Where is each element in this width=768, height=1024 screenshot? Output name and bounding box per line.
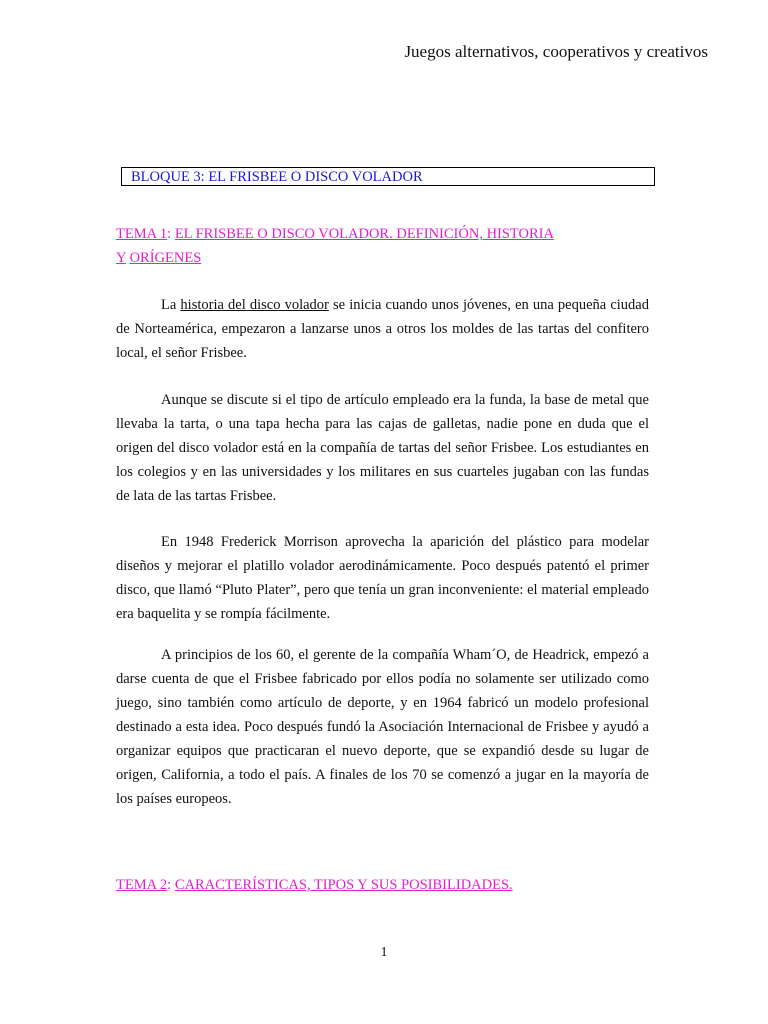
bloque-title: BLOQUE 3: EL FRISBEE O DISCO VOLADOR — [131, 169, 423, 185]
paragraph-4: A principios de los 60, el gerente de la compañía Wham´O, de Headrick, empezó a darse cuenta de que el Frisbee fabricado por ellos podía no solamente ser utilizado como juego, sino también como artículo de deporte, y en 1964 fabricó un modelo profesional destinado a esta idea. Poco después fundó la Asociación Internacional de Frisbee y ayudó a organizar equipos que practicaran el nuevo deporte, que se expandió desde su lugar de origen, California, a todo el país. A finales de los 70 se comenzó a jugar en la mayoría de los países europeos. — [116, 647, 649, 807]
tema-2-heading — [116, 873, 656, 897]
paragraph-1-underlined-phrase: historia del disco volador — [180, 297, 329, 313]
paragraph-1 — [116, 293, 649, 365]
tema-2-label: TEMA 2 — [116, 877, 168, 893]
running-header: Juegos alternativos, cooperativos y creativos — [404, 42, 708, 61]
tema-1-title-line2-b: ORÍGENES — [129, 250, 202, 266]
bloque-title-box — [121, 167, 655, 186]
paragraph-1-start: La — [161, 297, 181, 313]
page-number: 1 — [380, 945, 388, 960]
tema-2-separator: : — [167, 877, 175, 893]
tema-1-title-line2-a: Y — [116, 250, 126, 266]
paragraph-2: Aunque se discute si el tipo de artículo empleado era la funda, la base de metal que llevaba la tarta, o una tapa hecha para las cajas de galletas, nadie pone en duda que el origen del disco volador está en la compañía de tartas del señor Frisbee. Los estudiantes en los colegios y en las universidades y los militares en sus cuarteles jugaban con las fundas de lata de las tartas Frisbee. — [116, 392, 649, 504]
tema-1-separator: : — [167, 226, 175, 242]
tema-2-title: CARACTERÍSTICAS, TIPOS Y SUS POSIBILIDADES. — [174, 877, 513, 893]
tema-1-label: TEMA 1 — [116, 226, 168, 242]
paragraph-1-rest: se inicia cuando unos jóvenes, en una pequeña ciudad de Norteamérica, empezaron a lanzarse unos a otros los moldes de las tartas del confitero local, el señor Frisbee. — [116, 297, 649, 361]
paragraph-3: En 1948 Frederick Morrison aprovecha la aparición del plástico para modelar diseños y mejorar el platillo volador aerodinámicamente. Poco después patentó el primer disco, que llamó “Pluto Plater”, pero que tenía un gran inconveniente: el material empleado era baquelita y se rompía fácilmente. — [116, 534, 649, 622]
tema-1-heading — [116, 222, 656, 270]
tema-1-title-line1: EL FRISBEE O DISCO VOLADOR. DEFINICIÓN, HISTORIA — [174, 226, 554, 242]
